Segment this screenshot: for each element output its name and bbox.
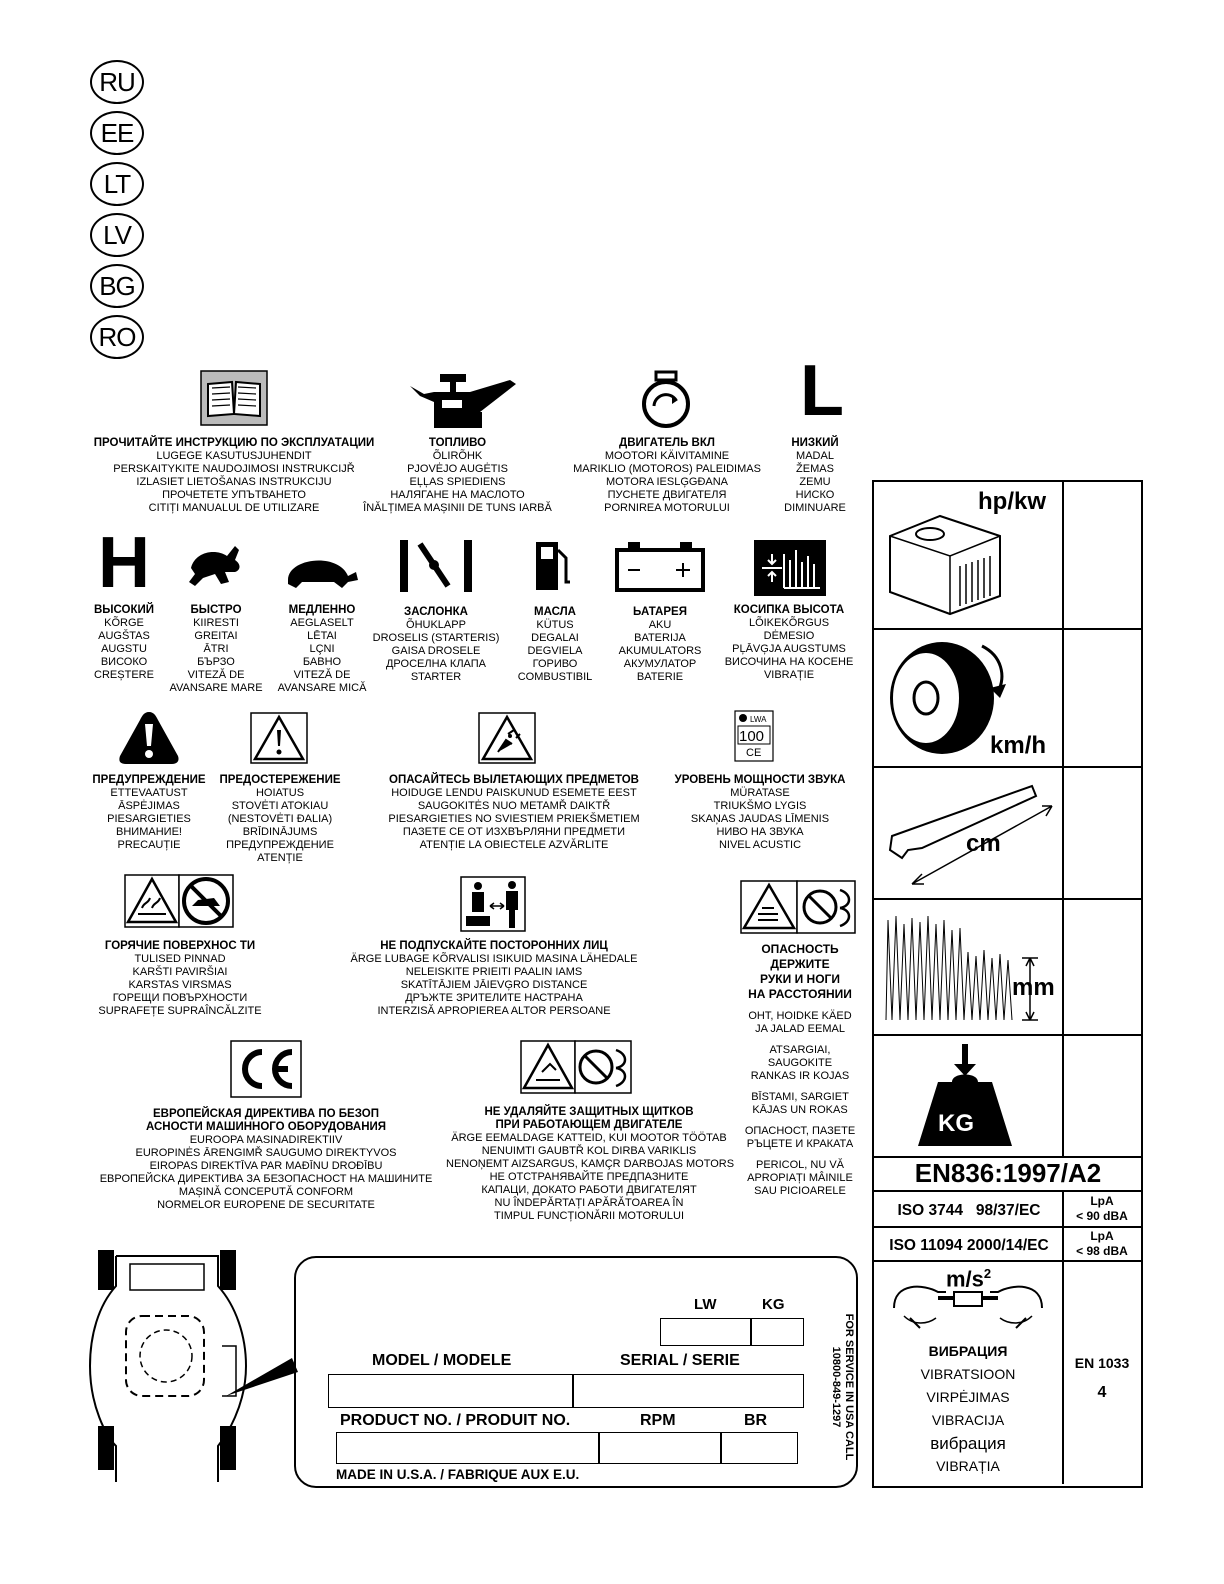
label-line: KÕRGE xyxy=(104,617,144,629)
danger-line: ОПАСНОСТ, ПАЗЕТЕ xyxy=(744,1125,856,1137)
danger-heading-line: ДЕРЖИТЕ xyxy=(770,957,830,971)
label-line: TULISED PINNAD xyxy=(134,953,226,965)
label-line: SKAŅAS JAUDAS LĪMENIS xyxy=(690,813,830,825)
weight-unit: KG xyxy=(938,1110,974,1137)
label-line: ДРЪЖТЕ ЗРИТЕЛИТЕ НАСТРАНА xyxy=(405,992,583,1004)
label-line: КОСИПКА ВЫСОТА xyxy=(733,604,845,616)
slow-label xyxy=(270,604,374,695)
label-line: ВНИМАНИЕ! xyxy=(116,826,182,838)
label-line: ETTEVAATUST xyxy=(110,787,188,799)
product-field xyxy=(336,1432,600,1464)
label-line: НЕ УДАЛЯЙТЕ ЗАЩИТНЫХ ЩИТКОВ xyxy=(484,1106,694,1118)
label-line: PJOVĖJO AUGĖTIS xyxy=(407,463,508,475)
label-line: DEGALAI xyxy=(531,632,579,644)
turtle-icon xyxy=(278,550,360,590)
label-line: БЪРЗО xyxy=(197,656,235,668)
engine-start-icon xyxy=(640,370,692,428)
language-badge: BG xyxy=(90,264,144,308)
danger-line: APROPIAȚI MÂINILE xyxy=(747,1172,853,1184)
label-line: AUGŠTAS xyxy=(98,630,150,642)
label-line: ATENȚIE xyxy=(257,852,303,864)
label-line: AVANSARE MICĂ xyxy=(277,682,367,694)
label-line: ГОРЕЩИ ПОВЪРХНОСТИ xyxy=(112,992,248,1004)
label-line: LÕIKEKÕRGUS xyxy=(748,617,830,629)
label-line: TRIUKŠMO LYGIS xyxy=(713,800,807,812)
label-line: ПРЕДУПРЕЖДЕНИЕ xyxy=(92,774,206,786)
language-badge: LV xyxy=(90,213,144,257)
label-line: GAISA DROSELE xyxy=(391,645,481,657)
hand-foot-danger-icon xyxy=(740,880,856,934)
vibration-labels xyxy=(874,1340,1062,1478)
fuel-pump-icon xyxy=(530,538,574,594)
label-line: COMBUSTIBIL xyxy=(517,671,593,683)
en-standard: EN836:1997/A2 xyxy=(914,1158,1102,1188)
label-line: ĀTRI xyxy=(203,643,229,655)
label-line: AEGLASELT xyxy=(290,617,354,629)
label-line: НЕ ПОДПУСКАЙТЕ ПОСТОРОННИХ ЛИЦ xyxy=(380,940,608,952)
keep-bystanders-icon xyxy=(460,876,526,932)
iso2-value: < 98 dBA xyxy=(1076,1244,1128,1258)
caution-triangle-icon xyxy=(250,712,308,764)
label-line: DROSELIS (STARTERIS) xyxy=(372,632,500,644)
label-line: ЬАТАРЕЯ xyxy=(633,606,687,618)
label-line: EUROOPA MASINADIREKTIIV xyxy=(189,1134,343,1146)
danger-line: OHT, HOIDKE KÄED xyxy=(748,1010,852,1022)
label-line: LÇNI xyxy=(309,643,335,655)
danger-line: РЪЦЕТЕ И КРАКАТА xyxy=(746,1138,854,1150)
label-line: НАЛЯГАНЕ НА МАСЛОТО xyxy=(390,489,525,501)
label-line: BATERIJA xyxy=(634,632,686,644)
warning-label xyxy=(88,774,210,852)
service-text: FOR SERVICE IN USA CALL 10800-849-1297 xyxy=(830,1313,855,1461)
label-line: BRĪDINĀJUMS xyxy=(242,826,318,838)
label-line: ÎNĂLȚIMEA MAȘINII DE TUNS IARBĂ xyxy=(363,502,552,514)
choke-label xyxy=(362,606,510,684)
iso1-lpa: LpA xyxy=(1090,1194,1114,1208)
vibration-standard: EN 1033 xyxy=(1074,1355,1130,1371)
guards-label xyxy=(446,1106,735,1223)
label-line: ЕВРОПЕЙСКА ДИРЕКТИВА ЗА БЕЗОПАСНОСТ НА МАШИНИТЕ xyxy=(99,1173,433,1185)
label-line: ĀSPĖJIMAS xyxy=(118,800,180,812)
label-line: (NESTOVĖTI ĐALIA) xyxy=(227,813,333,825)
label-line: PĻĀVĢJA AUGSTUMS xyxy=(732,643,846,655)
label-line: EIROPAS DIREKTĪVA PAR MAĐĪNU DROĐĪBU xyxy=(149,1160,383,1172)
vibration-line: ВИБРАЦИЯ xyxy=(928,1343,1008,1359)
product-label: PRODUCT NO. / PRODUIT NO. xyxy=(340,1412,571,1429)
label-line: TIMPUL FUNCȚIONĂRII MOTORULUI xyxy=(493,1210,685,1222)
danger-language-group xyxy=(730,1010,870,1036)
label-line: VIBRAȚIE xyxy=(763,669,815,681)
power-unit: hp/kw xyxy=(978,488,1047,515)
label-line: MADAL xyxy=(796,450,834,462)
danger-language-group xyxy=(730,1091,870,1117)
label-line: STOVĖTI ATOKIAU xyxy=(231,800,329,812)
label-line: АКУМУЛАТОР xyxy=(623,658,697,670)
cutting-height-label xyxy=(716,604,862,682)
label-line: INTERZISĂ APROPIEREA ALTOR PERSOANE xyxy=(377,1005,611,1017)
label-line: LUGEGE KASUTUSJUHENDIT xyxy=(156,450,312,462)
label-line: УРОВЕНЬ МОЩНОСТИ ЗВУКА xyxy=(674,774,846,786)
label-line: ВЫСОКИЙ xyxy=(93,604,155,616)
rabbit-icon xyxy=(185,538,245,590)
blade-unit: cm xyxy=(966,830,1001,857)
label-line: НИСКО xyxy=(795,489,835,501)
label-line: PRECAUȚIE xyxy=(117,839,181,851)
label-line: ÕHUKLAPP xyxy=(406,619,466,631)
danger-line: SAUGOKITE xyxy=(767,1057,833,1069)
label-line: PIESARGIETIES NO SVIESTIEM PRIEKŠMETIEM xyxy=(388,813,640,825)
cutting-height-icon xyxy=(754,540,826,596)
label-line: ЗАСЛОНКА xyxy=(404,606,468,618)
vibration-value: 4 xyxy=(1097,1384,1107,1401)
danger-heading-line: НА РАССТОЯНИИ xyxy=(748,987,852,1001)
label-line: AVANSARE MARE xyxy=(169,682,263,694)
label-line: ÄRGE LUBAGE KÕRVALISI ISIKUID MASINA LÄHEDALE xyxy=(350,953,638,965)
label-line: NIVEL ACUSTIC xyxy=(718,839,802,851)
label-line: ПРИ РАБОТАЮЩЕМ ДВИГАТЕЛЕ xyxy=(495,1119,683,1131)
label-line: MAȘINĂ CONCEPUTĂ CONFORM xyxy=(178,1186,354,1198)
label-line: KIIRESTI xyxy=(193,617,239,629)
label-line: NENUIMTI GAUBTŘ KOL DIRBA VARIKLIS xyxy=(481,1145,697,1157)
label-line: KARŠTI PAVIRŠIAI xyxy=(132,966,228,978)
label-line: ПРЕДУПРЕЖДЕНИЕ xyxy=(226,839,334,851)
label-line: DEGVIELA xyxy=(527,645,583,657)
label-line: ПРОЧИТАЙТЕ ИНСТРУКЦИЮ ПО ЭКСПЛУАТАЦИИ xyxy=(93,437,375,449)
label-line: NELEISKITE PRIEITI PAALIN IAMS xyxy=(405,966,583,978)
height-unit: mm xyxy=(1012,974,1055,1001)
book-icon xyxy=(200,370,268,426)
label-line: PIESARGIETIES xyxy=(107,813,191,825)
danger-line: ATSARGIAI, xyxy=(769,1044,831,1056)
hot-surface-icon xyxy=(124,874,234,928)
label-line: NU ÎNDEPĂRTAȚI APĂRĂTOAREA ÎN xyxy=(494,1197,684,1209)
model-field xyxy=(328,1374,574,1408)
label-line: EĻĻAS SPIEDIENS xyxy=(409,476,506,488)
danger-line: PERICOL, NU VĂ xyxy=(755,1159,845,1171)
label-line: НИЗКИЙ xyxy=(791,437,839,449)
label-line: MARIKLIO (MOTOROS) PALEIDIMAS xyxy=(573,463,761,475)
lw-label: LW xyxy=(694,1296,717,1313)
ce-mark-icon xyxy=(230,1040,302,1098)
label-line: DĖMESIO xyxy=(763,630,815,642)
label-line: PORNIREA MOTORULUI xyxy=(604,502,730,514)
battery-icon xyxy=(614,540,706,594)
sound-lwa-text: LWA xyxy=(750,715,767,724)
ce-directive-label xyxy=(88,1108,444,1212)
label-line: ÕLIRÕHK xyxy=(432,450,483,462)
high-label xyxy=(84,604,164,682)
label-line: КАПАЦИ, ДОКАТО РАБОТИ ДВИГАТЕЛЯТ xyxy=(481,1184,697,1196)
vibration-line: вибрация xyxy=(930,1434,1006,1453)
label-line: МАСЛА xyxy=(534,606,576,618)
lw-field xyxy=(660,1318,752,1346)
low-symbol: L xyxy=(800,351,844,431)
label-line: ЕВРОПЕЙСКАЯ ДИРЕКТИВА ПО БЕЗОП xyxy=(153,1108,379,1120)
danger-language-group xyxy=(730,1044,870,1083)
danger-language-group xyxy=(730,1125,870,1151)
label-line: ОПАСАЙТЕСЬ ВЫЛЕТАЮЩИХ ПРЕДМЕТОВ xyxy=(389,774,639,786)
danger-line: SAU PICIOARELE xyxy=(754,1185,846,1197)
label-line: НИВО НА ЗВУКА xyxy=(716,826,804,838)
label-line: МЕДЛЕННО xyxy=(288,604,356,616)
high-symbol: H xyxy=(98,523,150,603)
mower-outline-icon xyxy=(86,1246,306,1486)
made-in-label: MADE IN U.S.A. / FABRIQUE AUX E.U. xyxy=(336,1467,580,1482)
label-line: ДВИГАТЕЛЬ ВКЛ xyxy=(619,437,715,449)
label-line: MOTORA IESLĢGĐANA xyxy=(605,476,729,488)
danger-line: KĀJAS UN ROKAS xyxy=(752,1104,848,1116)
sound-ce-text: CE xyxy=(746,747,762,759)
choke-icon xyxy=(398,538,474,594)
br-field xyxy=(720,1432,798,1464)
label-line: VITEZĂ DE xyxy=(293,669,351,681)
fast-label xyxy=(163,604,269,695)
label-line: CITIȚI MANUALUL DE UTILIZARE xyxy=(148,502,320,514)
label-line: ZEMU xyxy=(799,476,831,488)
label-line: HOIDUGE LENDU PAISKUNUD ESEMETE EEST xyxy=(391,787,637,799)
label-line: SKATĪTĀJIEM JĀIEVĢRO DISTANCE xyxy=(400,979,588,991)
danger-heading-line: ОПАСНОСТЬ xyxy=(761,942,839,956)
rpm-label: RPM xyxy=(640,1412,676,1429)
label-line: AKU xyxy=(648,619,672,631)
label-line: SAUGOKITĖS NUO METAMŘ DAIKTŘ xyxy=(417,800,611,812)
label-line: AUGSTU xyxy=(101,643,147,655)
grass-height-icon xyxy=(882,910,1058,1028)
label-line: ÄRGE EEMALDAGE KATTEID, KUI MOOTOR TÖÖTAB xyxy=(451,1132,727,1144)
label-line: MOOTORI KÄIVITAMINE xyxy=(604,450,730,462)
label-line: ДРОСЕЛНА КЛАПА xyxy=(385,658,487,670)
label-line: ПУСНЕТЕ ДВИГАТЕЛЯ xyxy=(607,489,727,501)
label-line: VITEZĂ DE xyxy=(187,669,245,681)
danger-hands-feet-label xyxy=(730,942,870,1198)
vibration-line: VIBRACIJA xyxy=(931,1412,1005,1428)
label-line: БАВНО xyxy=(302,656,342,668)
label-line: BATERIE xyxy=(636,671,684,683)
label-line: IZLASIET LIETOŠANAS INSTRUKCIJU xyxy=(136,476,332,488)
warning-triangle-icon xyxy=(118,710,180,766)
read-manual-label xyxy=(88,437,380,515)
label-line: NORMELOR EUROPENE DE SECURITATE xyxy=(157,1199,375,1211)
kg-field xyxy=(750,1318,804,1346)
vibration-unit: $m/s^2$ xyxy=(946,1266,992,1292)
iso1-text: ISO 3744 98/37/EC xyxy=(897,1202,1041,1219)
label-line: KARSTAS VIRSMAS xyxy=(128,979,232,991)
label-line: ŽEMAS xyxy=(796,463,834,475)
iso1-value: < 90 dBA xyxy=(1076,1209,1128,1223)
label-line: ВИСОЧИНА НА КОСЕНЕ xyxy=(724,656,854,668)
label-line: ГОРИВО xyxy=(532,658,578,670)
serial-field xyxy=(572,1374,804,1408)
oil-can-icon xyxy=(410,372,520,430)
model-label: MODEL / MODELE xyxy=(372,1352,512,1369)
label-line: ATENȚIE LA OBIECTELE AZVĂRLITE xyxy=(419,839,609,851)
label-line: ТОПЛИВО xyxy=(428,437,487,449)
sound-value-text: 100 xyxy=(739,728,765,745)
battery-label xyxy=(608,606,712,684)
label-line: MÜRATASE xyxy=(730,787,790,799)
label-line: HOIATUS xyxy=(255,787,305,799)
serial-label: SERIAL / SERIE xyxy=(620,1352,740,1369)
label-line: ПРОЧЕТЕТЕ УПЪТВАНЕТО xyxy=(162,489,306,501)
low-label xyxy=(770,437,860,515)
fuel-label xyxy=(355,437,560,515)
vibration-line: VIRPĖJIMAS xyxy=(926,1389,1010,1405)
label-line: ГОРЯЧИЕ ПОВЕРХНОС ТИ xyxy=(104,940,256,952)
iso2-lpa: LpA xyxy=(1090,1229,1114,1243)
label-line: NENOŅEMT AIZSARGUS, KAMÇR DARBOJAS MOTORS xyxy=(446,1158,735,1170)
label-line: KÜTUS xyxy=(536,619,574,631)
thrown-objects-label xyxy=(364,774,664,852)
label-line: EUROPINĖS ĀRENGIMŘ SAUGUMO DIREKTYVOS xyxy=(135,1147,397,1159)
language-badge: RO xyxy=(90,315,144,359)
sound-level-icon xyxy=(734,710,774,762)
label-line: CREȘTERE xyxy=(94,669,154,681)
engine-start-label xyxy=(562,437,772,515)
label-line: ВИСОКО xyxy=(100,656,148,668)
caution-label xyxy=(214,774,346,865)
label-line: DIMINUARE xyxy=(784,502,846,514)
iso2-text: ISO 11094 2000/14/EC xyxy=(889,1237,1049,1254)
fuel-pump-label xyxy=(512,606,598,684)
vibration-line: VIBRAȚIA xyxy=(936,1458,1000,1474)
danger-line: RANKAS IR KOJAS xyxy=(750,1070,850,1082)
hot-surfaces-label xyxy=(88,940,272,1018)
kg-label: KG xyxy=(762,1296,785,1313)
label-line: БЫСТРО xyxy=(190,604,242,616)
label-line: GREITAI xyxy=(194,630,238,642)
vibration-line: VIBRATSIOON xyxy=(920,1366,1016,1382)
label-line: STARTER xyxy=(410,671,462,683)
label-line: ПАЗЕТЕ СЕ ОТ ИЗХВЪРЛЯНИ ПРЕДМЕТИ xyxy=(402,826,626,838)
label-line: PERSKAITYKITE NAUDOJIMOSI INSTRUKCIJŘ xyxy=(113,463,355,475)
sound-level-label xyxy=(662,774,858,852)
label-line: АСНОСТИ МАШИННОГО ОБОРУДОВАНИЯ xyxy=(145,1121,387,1133)
label-line: LĒTAI xyxy=(307,630,337,642)
language-badge: LT xyxy=(90,162,144,206)
rpm-field xyxy=(598,1432,722,1464)
label-line: ПРЕДОСТЕРЕЖЕНИЕ xyxy=(219,774,341,786)
br-label: BR xyxy=(744,1412,768,1429)
danger-line: BĪSTAMI, SARGIET xyxy=(751,1091,849,1103)
keep-bystanders-label xyxy=(336,940,652,1018)
speed-unit: km/h xyxy=(990,732,1047,759)
danger-line: JA JALAD EEMAL xyxy=(755,1023,845,1035)
language-badge: EE xyxy=(90,111,144,155)
label-line: SUPRAFEȚE SUPRAÎNCĂLZITE xyxy=(98,1005,262,1017)
language-badge: RU xyxy=(90,60,144,104)
danger-heading-line: РУКИ И НОГИ xyxy=(760,972,840,986)
danger-language-group xyxy=(730,1159,870,1198)
guards-icon xyxy=(520,1040,632,1094)
label-line: AKUMULATORS xyxy=(618,645,702,657)
label-line: НЕ ОТСТРАНЯВАЙТЕ ПРЕДПАЗНИТЕ xyxy=(489,1171,689,1183)
thrown-objects-icon xyxy=(478,712,536,764)
